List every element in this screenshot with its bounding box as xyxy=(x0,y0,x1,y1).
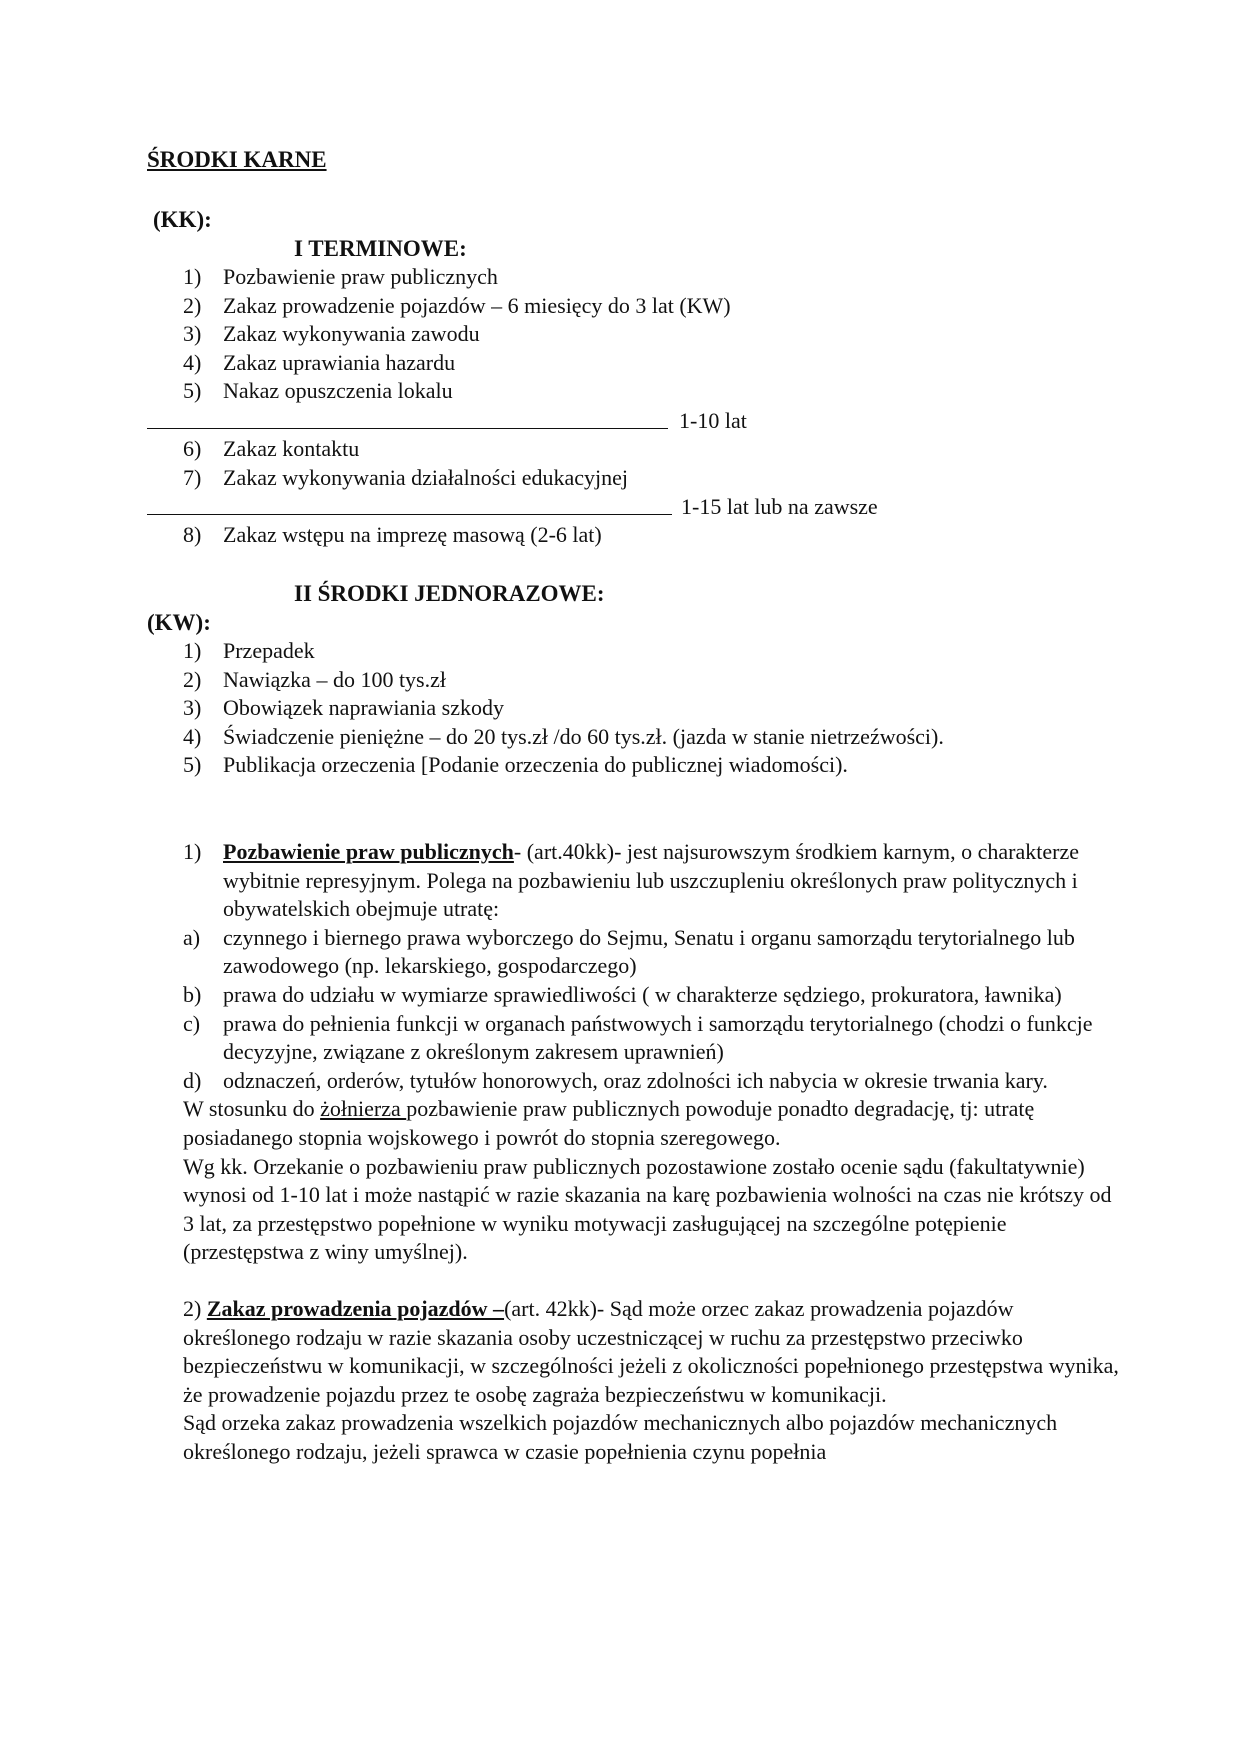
list-jednorazowe xyxy=(183,637,1123,780)
list-item: 8) Zakaz wstępu na imprezę masową (2-6 lat) xyxy=(183,522,602,547)
list-item: 7) Zakaz wykonywania działalności edukacyjnej xyxy=(183,464,629,490)
kk-label: (KK): xyxy=(153,207,212,232)
list-item: 3) Obowiązek naprawiania szkody xyxy=(183,695,505,721)
document-title: ŚRODKI KARNE xyxy=(147,147,327,172)
list-item: 1) Pozbawienie praw publicznych xyxy=(183,264,498,289)
list-terminowe-c xyxy=(183,521,1123,550)
kw-label: (KW): xyxy=(147,610,211,635)
separator-label-1-10: 1-10 lat xyxy=(679,408,747,433)
detail-item-1: 1) Pozbawienie praw publicznych- (art.40kk)- jest najsurowszym środkiem karnym, o charakterze wybitnie represyjnym. Polega na pozbawieniu lub uszczupleniu określonych praw politycznych i obywatelskich obejmuje utratę: xyxy=(183,839,1079,922)
list-terminowe-a xyxy=(183,263,1123,406)
detail-item-2: 2) Zakaz prowadzenia pojazdów –(art. 42kk)- Sąd może orzec zakaz prowadzenia pojazdów określonego rodzaju w razie skazania osoby uczestniczącej w ruchu za przestępstwo przeciwko bezpieczeństwu w komunikacji, w szczególności jeżeli z okoliczności popełnionego przestępstwa wynika, że prowadzenie pojazdu przez te osobę zagraża bezpieczeństwu w komunikacji. xyxy=(183,1295,1119,1407)
list-item: 4) Świadczenie pieniężne – do 20 tys.zł /do 60 tys.zł. (jazda w stanie nietrzeźwości). xyxy=(183,723,944,749)
list-item: 1) Przepadek xyxy=(183,638,315,663)
paragraph: Wg kk. Orzekanie o pozbawieniu praw publicznych pozostawione zostało ocenie sądu (fakultatywnie) wynosi od 1-10 lat i może nastąpić w razie skazania na karę pozbawienia wolności na czas nie krótszy od 3 lat, za przestępstwo popełnione w wyniku motywacji zasługującej na szczególne potępienie (przestępstwa z winy umyślnej). xyxy=(183,1153,1112,1265)
list-item: 2) Nawiązka – do 100 tys.zł xyxy=(183,666,446,692)
list-item: 5) Nakaz opuszczenia lokalu xyxy=(183,378,453,404)
list-item: 5) Publikacja orzeczenia [Podanie orzeczenia do publicznej wiadomości). xyxy=(183,752,848,778)
detail-section xyxy=(183,838,1123,1466)
term-heading: Zakaz prowadzenia pojazdów – xyxy=(206,1295,505,1321)
separator-line xyxy=(147,514,672,515)
subitem: a) czynnego i biernego prawa wyborczego do Sejmu, Senatu i organu samorządu terytorialnego lub zawodowego (np. lekarskiego, gospodarczego) xyxy=(183,924,1075,979)
section-heading-terminowe: I TERMINOWE: xyxy=(294,236,467,261)
section-heading-jednorazowe: II ŚRODKI JEDNORAZOWE: xyxy=(294,581,605,606)
separator-label-1-15: 1-15 lat lub na zawsze xyxy=(681,494,878,519)
subitem: d) odznaczeń, orderów, tytułów honorowych, oraz zdolności ich nabycia w okresie trwania kary. xyxy=(183,1067,1048,1093)
term-heading: Pozbawienie praw publicznych xyxy=(223,839,514,864)
list-item: 2) Zakaz prowadzenie pojazdów – 6 miesięcy do 3 lat (KW) xyxy=(183,292,731,318)
subitem: c) prawa do pełnienia funkcji w organach państwowych i samorządu terytorialnego (chodzi o funkcje decyzyjne, związane z określonym zakresem uprawnień) xyxy=(183,1010,1093,1065)
subitem: b) prawa do udziału w wymiarze sprawiedliwości ( w charakterze sędziego, prokuratora, ławnika) xyxy=(183,981,1062,1007)
separator-line xyxy=(147,428,668,429)
list-item: 3) Zakaz wykonywania zawodu xyxy=(183,321,480,347)
list-item: 6) Zakaz kontaktu xyxy=(183,436,360,461)
paragraph: W stosunku do żołnierza pozbawienie praw publicznych powoduje ponadto degradację, tj: utratę posiadanego stopnia wojskowego i powrót do stopnia szeregowego. xyxy=(183,1096,1035,1150)
list-item: 4) Zakaz uprawiania hazardu xyxy=(183,349,456,375)
list-terminowe-b xyxy=(183,435,1123,492)
paragraph: Sąd orzeka zakaz prowadzenia wszelkich pojazdów mechanicznych albo pojazdów mechanicznych określonego rodzaju, jeżeli sprawca w czasie popełnienia czynu popełnia xyxy=(183,1410,1058,1464)
